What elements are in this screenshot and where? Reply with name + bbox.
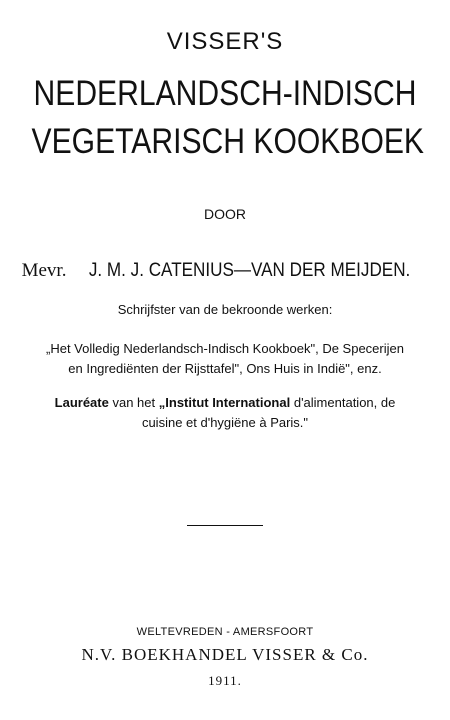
laureate-rest: d'alimentation, de [293,395,396,410]
publication-year: 1911. [208,673,242,688]
publisher-cities: WELTEVREDEN - AMERSFOORT [136,626,314,638]
works-line-2: en Ingrediënten der Rijsttafel", Ons Huis in Indië", enz. [68,361,382,376]
laureate-line-2: cuisine et d'hygiëne à Paris." [141,415,309,430]
laureate-line-1 [0,395,450,410]
author-prefix: Mevr. [21,260,67,281]
author-name: J. M. J. CATENIUS—VAN DER MEIJDEN. [89,260,411,281]
author [0,260,450,282]
laureate-word: Lauréate [54,395,109,410]
title-line-1: VISSER'S [166,28,284,55]
title-line-2: NEDERLANDSCH-INDISCH [33,74,417,113]
laureate-mid: van het [112,395,156,410]
laureate-institute: „Institut International [158,395,291,410]
divider-rule [187,525,263,526]
works-line-1: „Het Volledig Nederlandsch-Indisch Kookboek", De Specerijen [46,341,404,356]
title-line-3: VEGETARISCH KOOKBOEK [31,122,425,161]
byline: DOOR [204,206,246,222]
works-intro: Schrijfster van de bekroonde werken: [117,302,333,317]
publisher-name: N.V. BOEKHANDEL VISSER & Co. [81,645,369,664]
